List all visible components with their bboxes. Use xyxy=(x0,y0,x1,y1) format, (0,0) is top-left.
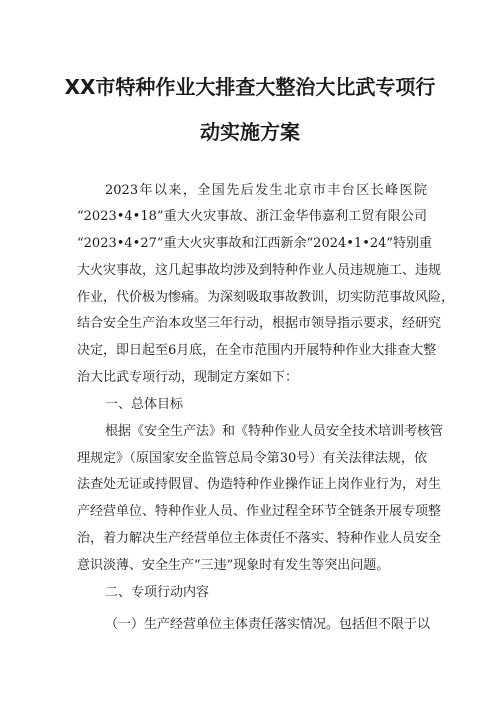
goal-paragraph-line: 产经营单位、特种作业人员、作业过程全环节全链条开展专项整 xyxy=(77,504,442,519)
goal-paragraph-line: 治，着力解决生产经营单位主体责任不落实、特种作业人员安全 xyxy=(77,531,442,546)
goal-paragraph-line: 根据《安全生产法》和《特种作业人员安全技术培训考核管 xyxy=(105,424,444,439)
section-heading-action-content: 二、专项行动内容 xyxy=(105,585,210,600)
goal-paragraph-line: 意识淡薄、安全生产“三违”现象时有发生等突出问题。 xyxy=(77,558,390,573)
subsection-line: （一）生产经营单位主体责任落实情况。包括但不限于以 xyxy=(105,617,431,632)
document-title-line-1: XX市特种作业大排查大整治大比武专项行 xyxy=(64,75,436,99)
intro-paragraph-line: “2023•4•27”重大火灾事故和江西新余“2024•1•24”特别重 xyxy=(77,236,433,251)
intro-paragraph-line: 大火灾事故，这几起事故均涉及到特种作业人员违规施工、违规 xyxy=(77,263,442,278)
document-title-line-2: 动实施方案 xyxy=(200,120,300,144)
goal-paragraph-line: 理规定》（原国家安全监管总局令第30号）有关法律法规，依 xyxy=(77,451,427,466)
intro-paragraph-line: 作业，代价极为惨痛。为深刻吸取事故教训，切实防范事故风险， xyxy=(77,290,455,305)
intro-paragraph-line: “2023•4•18”重大火灾事故、浙江金华伟嘉利工贸有限公司 xyxy=(77,209,427,224)
intro-paragraph-line: 结合安全生产治本攻坚三年行动，根据市领导指示要求，经研究 xyxy=(77,316,442,331)
section-heading-overall-goal: 一、总体目标 xyxy=(105,397,184,412)
intro-paragraph-line: 2023年以来，全国先后发生北京市丰台区长峰医院 xyxy=(105,183,427,198)
intro-paragraph-line: 治大比武专项行动，现制定方案如下： xyxy=(77,370,299,385)
intro-paragraph-line: 决定，即日起至6月底，在全市范围内开展特种作业大排查大整 xyxy=(77,343,437,358)
goal-paragraph-line: 法查处无证或持假冒、伪造特种作业操作证上岗作业行为，对生 xyxy=(77,477,442,492)
